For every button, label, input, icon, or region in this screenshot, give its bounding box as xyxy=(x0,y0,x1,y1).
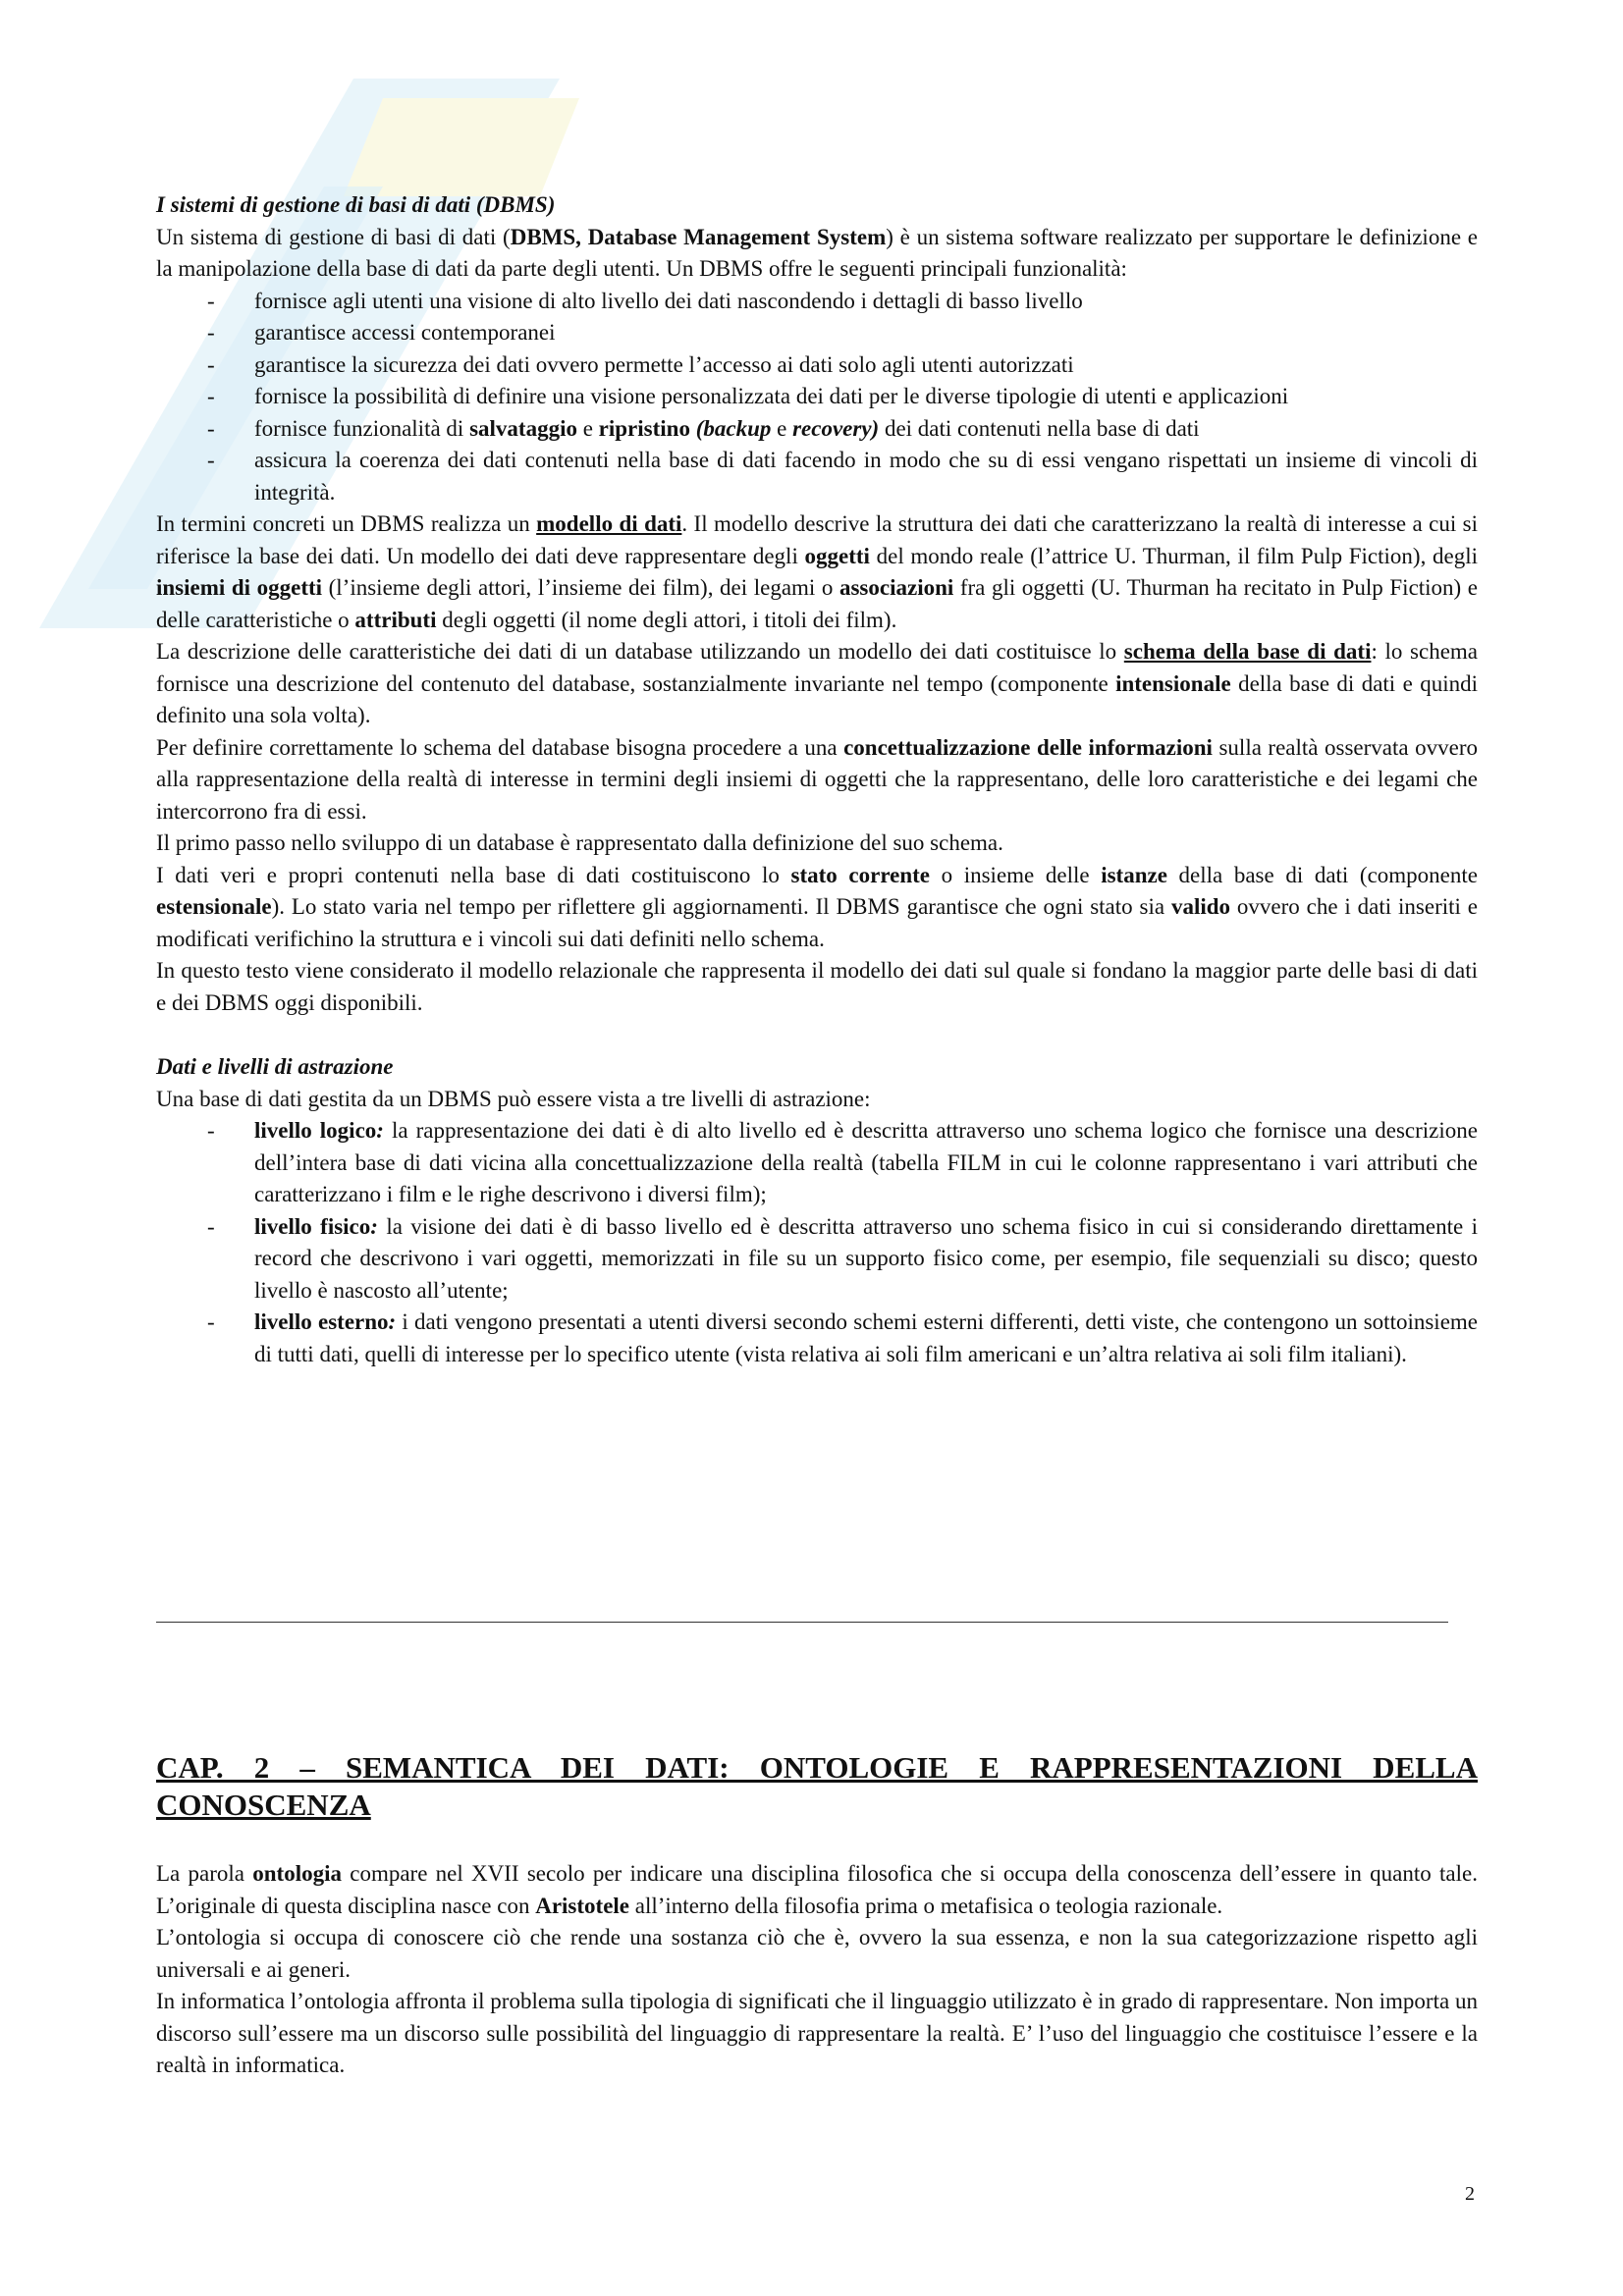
page-number: 2 xyxy=(1465,2183,1475,2205)
list-item: - fornisce agli utenti una visione di alto livello dei dati nascondendo i dettagli di basso livello xyxy=(254,286,1478,318)
list-item: - garantisce la sicurezza dei dati ovvero permette l’accesso ai dati solo agli utenti autorizzati xyxy=(254,349,1478,382)
list-item: - livello fisico: la visione dei dati è di basso livello ed è descritta attraverso uno schema fisico in cui si considerando direttamente i record che descrivono i vari oggetti, memorizzati in file su un supporto fisico come, per esempio, file sequenziali su disco; questo livello è nascosto all’utente; xyxy=(254,1211,1478,1308)
list-item: - fornisce la possibilità di definire una visione personalizzata dei dati per le diverse tipologie di utenti e applicazioni xyxy=(254,381,1478,413)
list-item: - assicura la coerenza dei dati contenuti nella base di dati facendo in modo che su di essi vengano rispettati un insieme di vincoli di integrità. xyxy=(254,445,1478,508)
paragraph-livelli-intro: Una base di dati gestita da un DBMS può essere vista a tre livelli di astrazione: xyxy=(156,1086,871,1111)
levels-list xyxy=(156,1115,1478,1370)
paragraph-ontologia: La parola ontologia compare nel XVII secolo per indicare una disciplina filosofica che si occupa della conoscenza dell’essere in quanto tale. L’originale di questa disciplina nasce con Aristotele all’interno della filosofia prima o metafisica o teologia razionale. xyxy=(156,1861,1478,1918)
horizontal-rule xyxy=(156,1622,1448,1623)
list-item: - garantisce accessi contemporanei xyxy=(254,317,1478,349)
paragraph-schema: La descrizione delle caratteristiche dei dati di un database utilizzando un modello dei dati costituisce lo schema della base di dati: lo schema fornisce una descrizione del contenuto del database, sostanzialmente invariante nel tempo (componente intensionale della base di dati e quindi definito una sola volta). xyxy=(156,639,1479,727)
paragraph-stato: I dati veri e propri contenuti nella base di dati costituiscono lo stato corrente o insieme delle istanze della base di dati (componente estensionale). Lo stato varia nel tempo per riflettere gli aggiornamenti. Il DBMS garantisce che ogni stato sia valido ovvero che i dati inseriti e modificati verifichino la struttura e i vincoli sui dati definiti nello schema. xyxy=(156,862,1478,951)
paragraph-essenza: L’ontologia si occupa di conoscere ciò che rende una sostanza ciò che è, ovvero la sua essenza, e non la sua categorizzazione rispetto agli universali e ai generi. xyxy=(156,1925,1478,1982)
section-title-livelli: Dati e livelli di astrazione xyxy=(156,1054,394,1079)
list-item: - livello esterno: i dati vengono presentati a utenti diversi secondo schemi esterni differenti, detti viste, che contengono un sottoinsieme di tutti dati, quelli di interesse per lo specifico utente (vista relativa ai soli film americani e un’altra relativa ai soli film italiani). xyxy=(254,1307,1478,1370)
paragraph-informatica: In informatica l’ontologia affronta il problema sulla tipologia di significati che il linguaggio utilizzato è in grado di rappresentare. Non importa un discorso sull’essere ma un discorso sulle possibilità del linguaggio di rappresentare la realtà. E’ l’uso del linguaggio che costituisce l’essere e la realtà in informatica. xyxy=(156,1989,1478,2077)
spacer xyxy=(156,1019,1478,1051)
section-title-dbms: I sistemi di gestione di basi di dati (DBMS) xyxy=(156,192,556,217)
page-body xyxy=(156,189,1478,1370)
paragraph-relazionale: In questo testo viene considerato il modello relazionale che rappresenta il modello dei dati sul quale si fondano la maggior parte delle basi di dati e dei DBMS oggi disponibili. xyxy=(156,958,1478,1015)
list-item: - fornisce funzionalità di salvataggio e ripristino (backup e recovery) dei dati contenuti nella base di dati xyxy=(254,413,1478,446)
paragraph-intro: Un sistema di gestione di basi di dati (DBMS, Database Management System) è un sistema software realizzato per supportare le definizione e la manipolazione della base di dati da parte degli utenti. Un DBMS offre le seguenti principali funzionalità: xyxy=(156,224,1479,281)
list-item: - livello logico: la rappresentazione dei dati è di alto livello ed è descritta attraverso uno schema logico che fornisce una descrizione dell’intera base di dati vicina alla concettualizzazione della realtà (tabella FILM in cui le colonne rappresentano i vari attributi che caratterizzano i film e le righe descrivono i diversi film); xyxy=(254,1115,1478,1211)
chapter-heading: CAP. 2 – SEMANTICA DEI DATI: ONTOLOGIE E RAPPRESENTAZIONI DELLA CONOSCENZA xyxy=(156,1750,1478,1822)
paragraph-primo-passo: Il primo passo nello sviluppo di un database è rappresentato dalla definizione del suo schema. xyxy=(156,830,1003,855)
functions-list xyxy=(156,286,1478,509)
paragraph-concettualizzazione: Per definire correttamente lo schema del database bisogna procedere a una concettualizzazione delle informazioni sulla realtà osservata ovvero alla rappresentazione della realtà di interesse in termini degli insiemi di oggetti che la rappresentano, delle loro caratteristiche e dei legami che intercorrono fra di essi. xyxy=(156,734,1478,824)
chapter2-body xyxy=(156,1858,1478,2082)
paragraph-modello: In termini concreti un DBMS realizza un modello di dati. Il modello descrive la struttura dei dati che caratterizzano la realtà di interesse a cui si riferisce la base dei dati. Un modello dei dati deve rappresentare degli oggetti del mondo reale (l’attrice U. Thurman, il film Pulp Fiction), degli insiemi di oggetti (l’insieme degli attori, l’insieme dei film), dei legami o associazioni fra gli oggetti (U. Thurman ha recitato in Pulp Fiction) e delle caratteristiche o attributi degli oggetti (il nome degli attori, i titoli dei film). xyxy=(156,511,1479,632)
